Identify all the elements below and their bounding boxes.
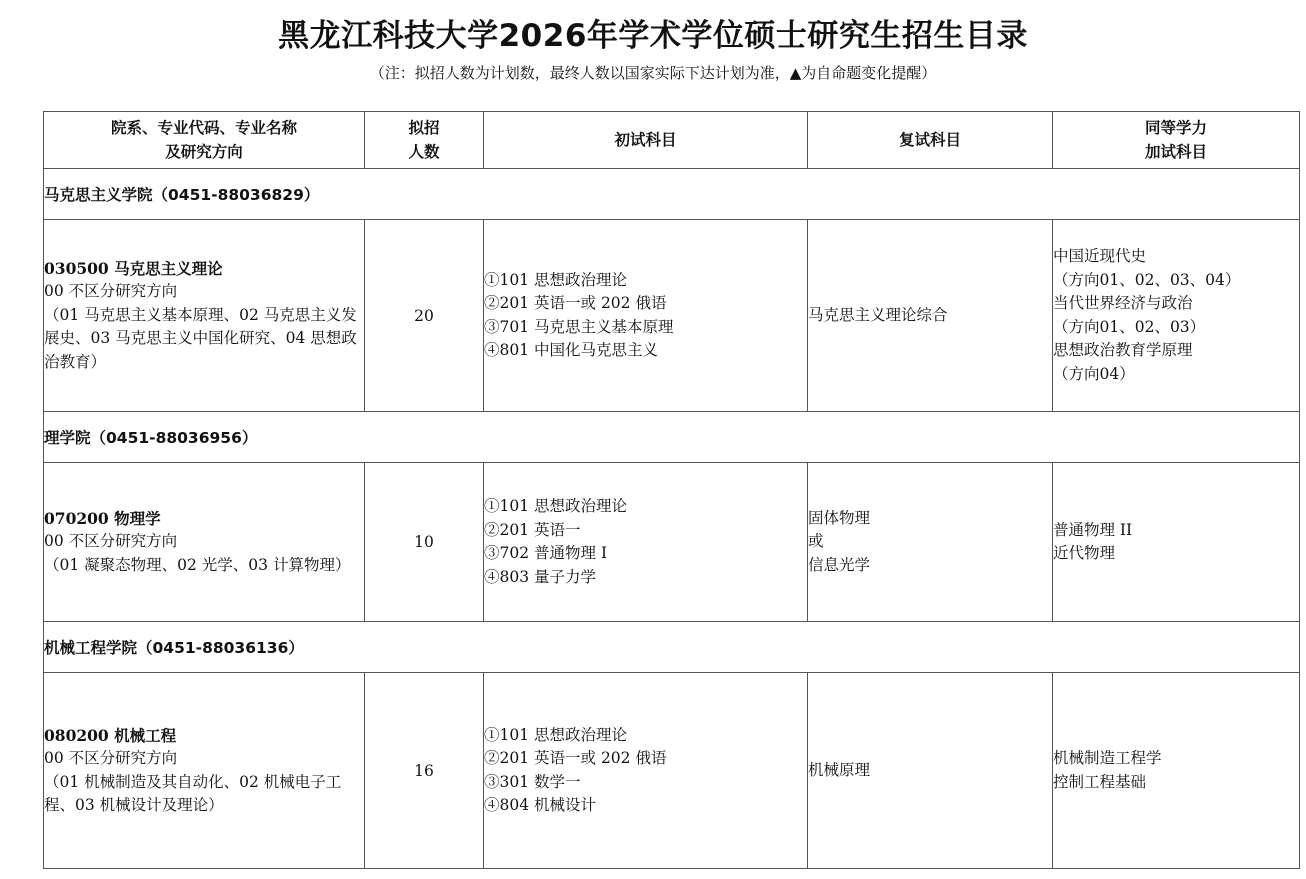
- major-row: [44, 463, 1300, 622]
- extra-subject: （方向01、02、03、04）: [1053, 270, 1241, 289]
- initial-subjects: [484, 463, 808, 622]
- retest-subjects: [808, 673, 1053, 869]
- initial-subject: ②201 英语一: [484, 520, 581, 539]
- extra-subjects: [1053, 673, 1300, 869]
- department-row: [44, 622, 1300, 673]
- header-count-line2: 人数: [408, 143, 440, 161]
- extra-subject: 普通物理 II: [1053, 520, 1133, 539]
- enrollment-count: 10: [365, 463, 484, 622]
- header-extra-line1: 同等学力: [1144, 119, 1207, 137]
- header-major-line2: 及研究方向: [165, 143, 243, 161]
- header-extra: [1053, 112, 1300, 169]
- initial-subject: ④803 量子力学: [484, 567, 597, 586]
- extra-subject: 控制工程基础: [1053, 772, 1147, 791]
- enrollment-count: 20: [365, 220, 484, 412]
- initial-subject: ④804 机械设计: [484, 796, 597, 814]
- page-title: 黑龙江科技大学2026年学术学位硕士研究生招生目录: [278, 18, 1028, 54]
- header-extra-line2: 加试科目: [1144, 143, 1207, 161]
- header-row: [44, 112, 1300, 169]
- initial-subjects: [484, 673, 808, 869]
- header-initial: 初试科目: [484, 112, 808, 169]
- initial-subject: ③301 数学一: [484, 772, 581, 791]
- extra-subject: （方向01、02、03）: [1053, 317, 1206, 336]
- major-detail: （01 马克思主义基本原理、02 马克思主义发展史、03 马克思主义中国化研究、04 思想政治教育）: [44, 305, 357, 371]
- major-cell: [44, 463, 365, 622]
- initial-subject: ①101 思想政治理论: [484, 725, 628, 744]
- extra-subject: 机械制造工程学: [1053, 749, 1162, 767]
- major-code-name: 070200 物理学: [44, 508, 161, 528]
- department-row: [44, 169, 1300, 220]
- initial-subject: ②201 英语一或 202 俄语: [484, 294, 667, 312]
- major-direction: 00 不区分研究方向: [44, 282, 178, 301]
- extra-subject: 近代物理: [1053, 544, 1116, 562]
- major-cell: [44, 673, 365, 869]
- header-count-line1: 拟招: [408, 119, 440, 137]
- department-name: 马克思主义学院（0451-88036829）: [44, 169, 1300, 220]
- enrollment-count: 16: [365, 673, 484, 869]
- extra-subject: （方向04）: [1053, 364, 1135, 383]
- initial-subject: ①101 思想政治理论: [484, 497, 628, 515]
- header-major: [44, 112, 365, 169]
- major-code-name: 030500 马克思主义理论: [44, 258, 223, 278]
- initial-subject: ③702 普通物理 I: [484, 544, 608, 562]
- major-direction: 00 不区分研究方向: [44, 749, 178, 767]
- catalog-table: [43, 111, 1300, 869]
- initial-subject: ④801 中国化马克思主义: [484, 341, 659, 359]
- retest-subject: 固体物理: [808, 508, 871, 527]
- major-row: [44, 673, 1300, 869]
- extra-subject: 中国近现代史: [1053, 247, 1147, 265]
- retest-subject: 信息光学: [808, 555, 871, 574]
- major-detail: （01 机械制造及其自动化、02 机械电子工程、03 机械设计及理论）: [44, 772, 342, 814]
- header-major-line1: 院系、专业代码、专业名称: [110, 119, 297, 137]
- major-detail: （01 凝聚态物理、02 光学、03 计算物理）: [44, 555, 351, 574]
- extra-subjects: [1053, 463, 1300, 622]
- major-cell: [44, 220, 365, 412]
- initial-subject: ①101 思想政治理论: [484, 270, 628, 289]
- initial-subjects: [484, 220, 808, 412]
- initial-subject: ③701 马克思主义基本原理: [484, 317, 674, 336]
- major-direction: 00 不区分研究方向: [44, 532, 178, 551]
- header-retest: 复试科目: [808, 112, 1053, 169]
- department-name: 理学院（0451-88036956）: [44, 412, 1300, 463]
- department-row: [44, 412, 1300, 463]
- retest-subjects: [808, 463, 1053, 622]
- extra-subject: 当代世界经济与政治: [1053, 294, 1193, 312]
- major-row: [44, 220, 1300, 412]
- page-note: （注：拟招人数为计划数，最终人数以国家实际下达计划为准，▲为自命题变化提醒）: [369, 64, 937, 82]
- retest-subjects: [808, 220, 1053, 412]
- retest-subject: 机械原理: [808, 760, 871, 779]
- retest-subject: 或: [808, 532, 824, 551]
- department-name: 机械工程学院（0451-88036136）: [44, 622, 1300, 673]
- retest-subject: 马克思主义理论综合: [808, 305, 948, 324]
- major-code-name: 080200 机械工程: [44, 725, 177, 745]
- initial-subject: ②201 英语一或 202 俄语: [484, 749, 667, 767]
- extra-subjects: [1053, 220, 1300, 412]
- extra-subject: 思想政治教育学原理: [1053, 341, 1193, 359]
- header-count: [365, 112, 484, 169]
